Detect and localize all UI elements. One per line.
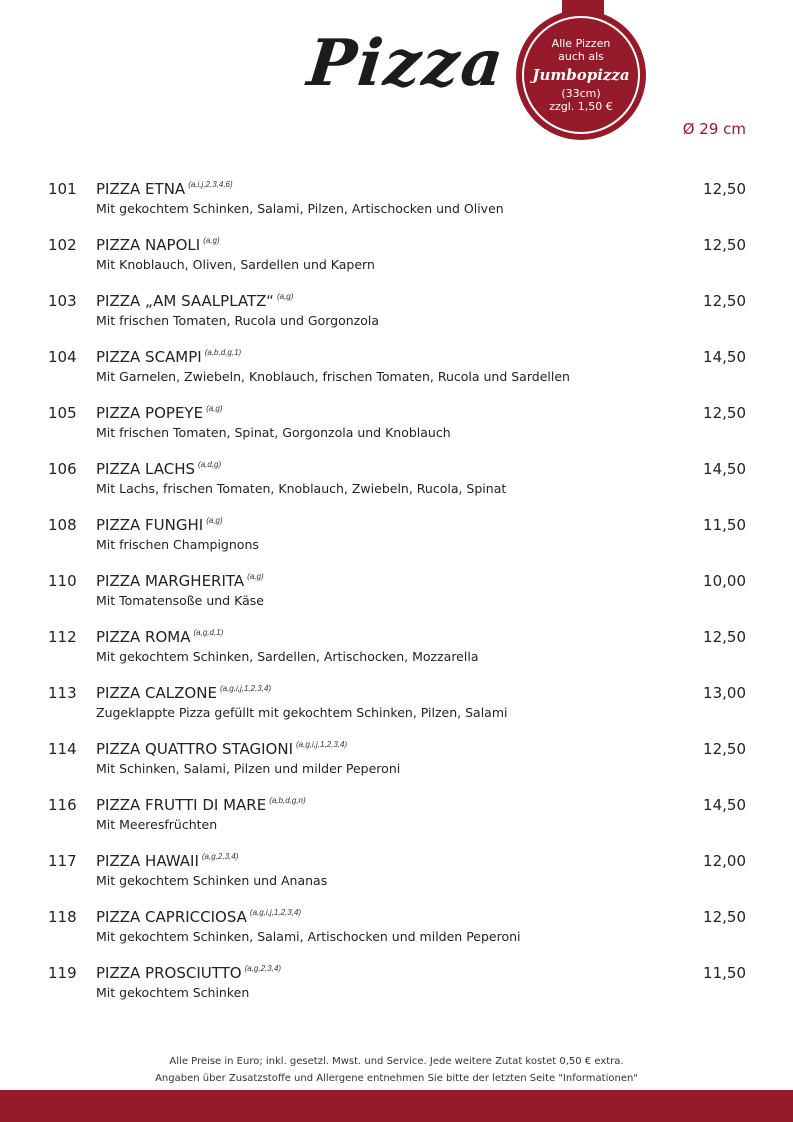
item-price: 12,00 [703,852,746,870]
item-price: 11,50 [703,516,746,534]
menu-item [48,512,746,568]
item-number: 103 [48,292,77,310]
item-allergens: (a,g,i,j,1,2,3,4) [249,908,302,917]
item-allergens: (a,g,2,3,4) [201,852,239,861]
item-price: 11,50 [703,964,746,982]
item-number: 119 [48,964,77,982]
footer-bar [0,1090,793,1122]
item-number: 108 [48,516,77,534]
menu-item [48,456,746,512]
item-price: 12,50 [703,908,746,926]
menu-item [48,680,746,736]
item-name-line [96,684,271,702]
footer-notes [0,1053,793,1087]
item-price: 12,50 [703,628,746,646]
menu-item [48,960,746,1016]
size-note: Ø 29 cm [682,120,746,138]
item-price: 12,50 [703,740,746,758]
item-name-line [96,740,347,758]
item-allergens: (a,b,d,g,1) [204,348,242,357]
menu-item [48,568,746,624]
page-title: Pizza [304,26,509,101]
item-name: PIZZA QUATTRO STAGIONI [96,740,294,758]
item-description: Mit gekochtem Schinken, Salami, Artischocken und milden Peperoni [96,929,521,944]
item-description: Mit gekochtem Schinken [96,985,250,1000]
item-number: 105 [48,404,77,422]
item-number: 106 [48,460,77,478]
item-price: 14,50 [703,460,746,478]
badge-line-1: Alle Pizzen [551,37,611,50]
badge-jumbo-label: Jumbopizza [532,66,630,84]
menu-item [48,792,746,848]
item-name: PIZZA PROSCIUTTO [96,964,242,982]
item-number: 113 [48,684,77,702]
item-name: PIZZA MARGHERITA [96,572,245,590]
item-allergens: (a,b,d,g,n) [269,796,306,805]
item-name: PIZZA POPEYE [96,404,204,422]
item-name: PIZZA FRUTTI DI MARE [96,796,267,814]
menu-item [48,400,746,456]
footer-line-2: Angaben über Zusatzstoffe und Allergene entnehmen Sie bitte der letzten Seite "Informationen" [155,1073,638,1084]
item-price: 10,00 [703,572,746,590]
item-number: 110 [48,572,77,590]
item-name: PIZZA ETNA [96,180,186,198]
item-name-line [96,964,281,982]
item-description: Mit gekochtem Schinken und Ananas [96,873,328,888]
jumbo-badge [516,10,646,140]
item-description: Mit Lachs, frischen Tomaten, Knoblauch, Zwiebeln, Rucola, Spinat [96,481,507,496]
item-allergens: (a,g,i,j,1,2,3,4) [219,684,272,693]
item-price: 14,50 [703,796,746,814]
menu-item [48,288,746,344]
item-name-line [96,572,264,590]
item-description: Mit Schinken, Salami, Pilzen und milder Peperoni [96,761,401,776]
menu-item [48,904,746,960]
item-number: 118 [48,908,77,926]
item-allergens: (a,g) [203,236,220,245]
item-allergens: (a,g) [247,572,264,581]
menu-item [48,848,746,904]
item-name-line [96,292,293,310]
item-name-line [96,404,223,422]
item-allergens: (a,g,d,1) [193,628,224,637]
item-allergens: (a,g) [206,404,223,413]
item-name-line [96,180,233,198]
item-description: Mit gekochtem Schinken, Sardellen, Artischocken, Mozzarella [96,649,479,664]
item-description: Mit Tomatensoße und Käse [96,593,264,608]
item-number: 116 [48,796,77,814]
item-price: 12,50 [703,180,746,198]
item-name: PIZZA NAPOLI [96,236,201,254]
item-number: 112 [48,628,77,646]
item-name: PIZZA FUNGHI [96,516,204,534]
item-price: 14,50 [703,348,746,366]
item-number: 117 [48,852,77,870]
badge-line-3: (33cm) [561,87,601,100]
item-price: 12,50 [703,236,746,254]
item-allergens: (a,g,i,j,1,2,3,4) [296,740,348,749]
item-name-line [96,348,241,366]
item-description: Mit frischen Tomaten, Spinat, Gorgonzola und Knoblauch [96,425,451,440]
item-price: 12,50 [703,292,746,310]
footer-line-1: Alle Preise in Euro; inkl. gesetzl. Mwst. und Service. Jede weitere Zutat kostet 0,50 € extra. [169,1056,624,1067]
item-name-line [96,236,220,254]
item-name-line [96,852,238,870]
menu-item [48,232,746,288]
menu-item [48,176,746,232]
menu-item [48,624,746,680]
jumbo-badge-inner [522,16,640,134]
item-price: 13,00 [703,684,746,702]
item-name: PIZZA SCAMPI [96,348,202,366]
item-name: PIZZA CAPRICCIOSA [96,908,247,926]
item-number: 101 [48,180,77,198]
item-description: Mit gekochtem Schinken, Salami, Pilzen, Artischocken und Oliven [96,201,504,216]
item-name: PIZZA CALZONE [96,684,217,702]
item-name-line [96,908,301,926]
item-name-line [96,516,223,534]
item-description: Mit Knoblauch, Oliven, Sardellen und Kapern [96,257,375,272]
item-allergens: (a,g,2,3,4) [244,964,282,973]
pizza-menu-list [48,176,746,1016]
item-name: PIZZA ROMA [96,628,191,646]
item-name-line [96,628,223,646]
item-name-line [96,796,306,814]
badge-line-4: zzgl. 1,50 € [549,100,613,113]
item-price: 12,50 [703,404,746,422]
item-description: Mit Garnelen, Zwiebeln, Knoblauch, frischen Tomaten, Rucola und Sardellen [96,369,570,384]
item-number: 114 [48,740,77,758]
item-allergens: (a,g) [206,516,223,525]
badge-line-2: auch als [558,50,604,63]
item-allergens: (a,i,j,2,3,4,6) [188,180,233,189]
item-allergens: (a,d,g) [198,460,222,469]
item-number: 104 [48,348,77,366]
item-name-line [96,460,221,478]
item-description: Mit frischen Champignons [96,537,259,552]
item-name: PIZZA HAWAII [96,852,199,870]
item-name: PIZZA LACHS [96,460,196,478]
item-description: Mit Meeresfrüchten [96,817,218,832]
menu-item [48,344,746,400]
menu-item [48,736,746,792]
item-description: Zugeklappte Pizza gefüllt mit gekochtem Schinken, Pilzen, Salami [96,705,508,720]
item-description: Mit frischen Tomaten, Rucola und Gorgonzola [96,313,380,328]
item-number: 102 [48,236,77,254]
item-allergens: (a,g) [276,292,294,301]
item-name: PIZZA „AM SAALPLATZ“ [96,292,274,310]
